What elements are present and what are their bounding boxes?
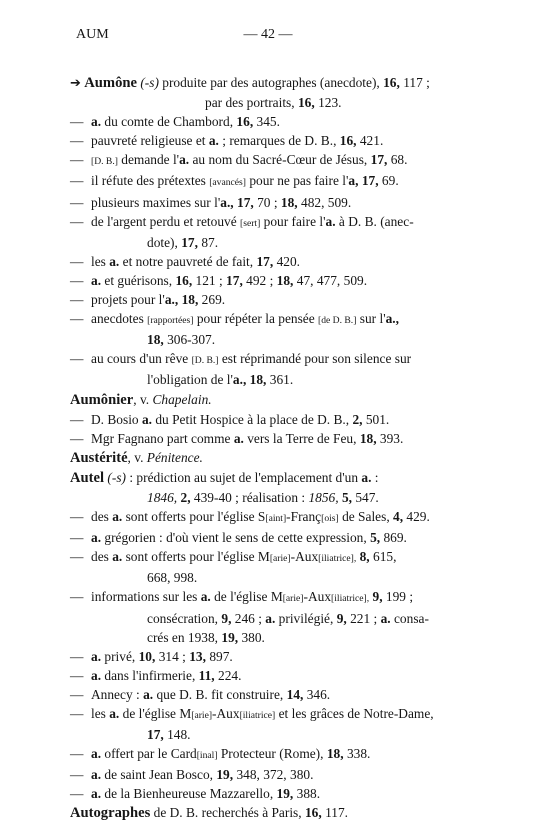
- subentry: — Mgr Fagnano part comme a. vers la Terre de Feu, 18, 393.: [70, 430, 404, 446]
- subentry: — a. et guérisons, 16, 121 ; 17, 492 ; 18, 47, 477, 509.: [70, 272, 368, 288]
- entry-autel-cont: 1846, 2, 439-40 ; réalisation : 1856, 5, 547.: [147, 489, 379, 505]
- subentry: — a. grégorien : d'où vient le sens de cette expression, 5, 869.: [70, 530, 407, 546]
- subentry-cont: crés en 1938, 19, 380.: [147, 629, 265, 645]
- subentry-cont: 18, 306-307.: [147, 332, 216, 348]
- subentry: — Annecy : a. que D. B. fit construire, 14, 346.: [70, 686, 331, 702]
- subentry-cont: dote), 17, 87.: [147, 234, 219, 250]
- subentry: — a. offert par le Card[inal] Protecteur (Rome), 18, 338.: [70, 746, 371, 762]
- subentry: — projets pour l'a., 18, 269.: [70, 292, 226, 308]
- subentry-cont: consécration, 9, 246 ; a. privilégié, 9, 221 ; a. consa-: [147, 610, 429, 626]
- subentry: — informations sur les a. de l'église M[arie]-Aux[iliatrice], 9, 199 ;: [70, 589, 414, 605]
- subentry: — pauvreté religieuse et a. ; remarques de D. B., 16, 421.: [70, 133, 384, 149]
- subentry: — des a. sont offerts pour l'église M[arie]-Aux[iliatrice], 8, 615,: [70, 549, 397, 565]
- entry-autographes-head: Autographes de D. B. recherchés à Paris, 16, 117.: [70, 805, 349, 822]
- headword-aumonier: Aumônier: [70, 391, 134, 408]
- running-head: [76, 27, 460, 45]
- entry-aumone-head: ➔ Aumône (-s) produite par des autographes (anecdote), 16, 117 ;: [70, 75, 430, 91]
- subentry: — anecdotes [rapportées] pour répéter la pensée [de D. B.] sur l'a.,: [70, 311, 399, 327]
- subentry: — les a. de l'église M[arie]-Aux[iliatrice] et les grâces de Notre-Dame,: [70, 706, 434, 721]
- headword-autographes: Autographes: [70, 805, 151, 822]
- subentry: — [D. B.] demande l'a. au nom du Sacré-Cœur de Jésus, 17, 68.: [70, 152, 408, 168]
- subentry: — de l'argent perdu et retouvé [sert] pour faire l'a. à D. B. (anec-: [70, 213, 414, 229]
- headword-aumone: Aumône: [84, 75, 137, 91]
- page-number: — 42 —: [243, 27, 293, 42]
- index-content: [70, 72, 470, 824]
- subentry: — a. privé, 10, 314 ; 13, 897.: [70, 648, 233, 664]
- subentry: — des a. sont offerts pour l'église S[aint]-Franç[ois] de Sales, 4, 429.: [70, 509, 430, 525]
- entry-autel-head: Autel (-s) : prédiction au sujet de l'emplacement d'un a. :: [70, 469, 379, 486]
- subentry: — les a. et notre pauvreté de fait, 17, 420.: [70, 253, 301, 269]
- subentry: — plusieurs maximes sur l'a., 17, 70 ; 18, 482, 509.: [70, 194, 352, 210]
- entry-aumone-cont: par des portraits, 16, 123.: [205, 95, 342, 111]
- subentry: — a. du comte de Chambord, 16, 345.: [70, 114, 280, 130]
- entry-aumonier-head: Aumônier, v. Chapelain.: [70, 391, 212, 408]
- subentry: — a. de saint Jean Bosco, 19, 348, 372, 380.: [70, 767, 314, 783]
- headword-austerite: Austérité: [70, 449, 128, 466]
- cross-reference: Pénitence.: [146, 449, 203, 465]
- subentry-cont: 17, 148.: [147, 727, 191, 743]
- subentry-cont: l'obligation de l'a., 18, 361.: [147, 372, 294, 388]
- subentry: — il réfute des prétextes [avancés] pour ne pas faire l'a, 17, 69.: [70, 173, 399, 189]
- cross-reference: Chapelain.: [152, 391, 212, 407]
- entry-austerite-head: Austérité, v. Pénitence.: [70, 449, 203, 466]
- subentry: — au cours d'un rêve [D. B.] est réprimandé pour son silence sur: [70, 351, 412, 367]
- subentry: — D. Bosio a. du Petit Hospice à la place de D. B., 2, 501.: [70, 411, 390, 427]
- headword-autel: Autel: [70, 469, 105, 486]
- running-headword: AUM: [76, 27, 109, 42]
- subentry: — a. dans l'infirmerie, 11, 224.: [70, 667, 242, 683]
- arrow-right-icon: ➔: [70, 76, 81, 91]
- subentry: — a. de la Bienheureuse Mazzarello, 19, 388.: [70, 786, 321, 802]
- subentry-cont: 668, 998.: [147, 570, 198, 586]
